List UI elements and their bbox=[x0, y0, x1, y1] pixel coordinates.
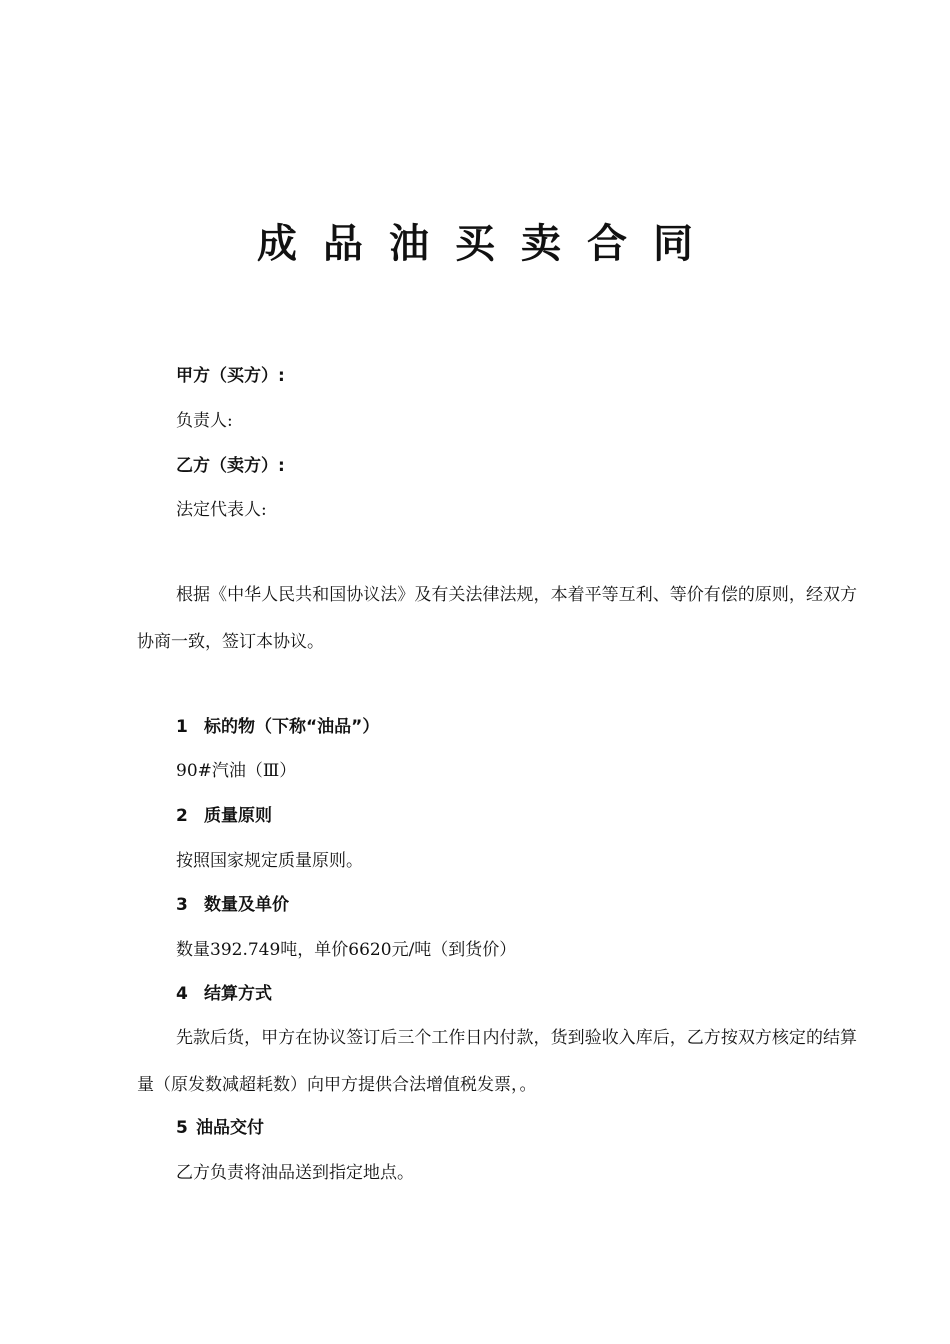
section-title: 数量及单价 bbox=[204, 895, 289, 915]
section-body: 90#汽油（Ⅲ） bbox=[176, 761, 297, 781]
section-heading bbox=[176, 804, 272, 828]
section-number: 3 bbox=[176, 895, 188, 915]
section-body: 按照国家规定质量原则。 bbox=[176, 851, 363, 871]
party-a-representative-label: 负责人: bbox=[176, 411, 233, 431]
section-title: 油品交付 bbox=[196, 1118, 264, 1138]
section-heading bbox=[176, 1116, 264, 1140]
section-number: 4 bbox=[176, 984, 188, 1004]
section-body: 乙方负责将油品送到指定地点。 bbox=[176, 1163, 414, 1183]
section-body: 数量392.749吨，单价6620元/吨（到货价） bbox=[176, 940, 517, 960]
section-heading bbox=[176, 982, 272, 1006]
section-number: 1 bbox=[176, 717, 188, 737]
section-body: 先款后货，甲方在协议签订后三个工作日内付款，货到验收入库后，乙方按双方核定的结算量（原发数减超耗数）向甲方提供合法增值税发票，。 bbox=[137, 1028, 857, 1095]
party-b-label: 乙方（卖方）: bbox=[176, 456, 285, 476]
document-title: 成品油买卖合同 bbox=[257, 221, 719, 267]
section-title: 标的物（下称“油品”） bbox=[204, 717, 380, 737]
section-heading bbox=[176, 715, 379, 739]
section-title: 结算方式 bbox=[204, 984, 272, 1004]
party-b-representative-label: 法定代表人: bbox=[176, 500, 267, 520]
section-number: 2 bbox=[176, 806, 188, 826]
section-heading bbox=[176, 893, 289, 917]
section-number: 5 bbox=[176, 1118, 188, 1138]
preamble-paragraph: 根据《中华人民共和国协议法》及有关法律法规，本着平等互利、等价有偿的原则，经双方协商一致，签订本协议。 bbox=[137, 585, 857, 652]
party-a-label: 甲方（买方）: bbox=[176, 366, 285, 386]
section-title: 质量原则 bbox=[204, 806, 272, 826]
